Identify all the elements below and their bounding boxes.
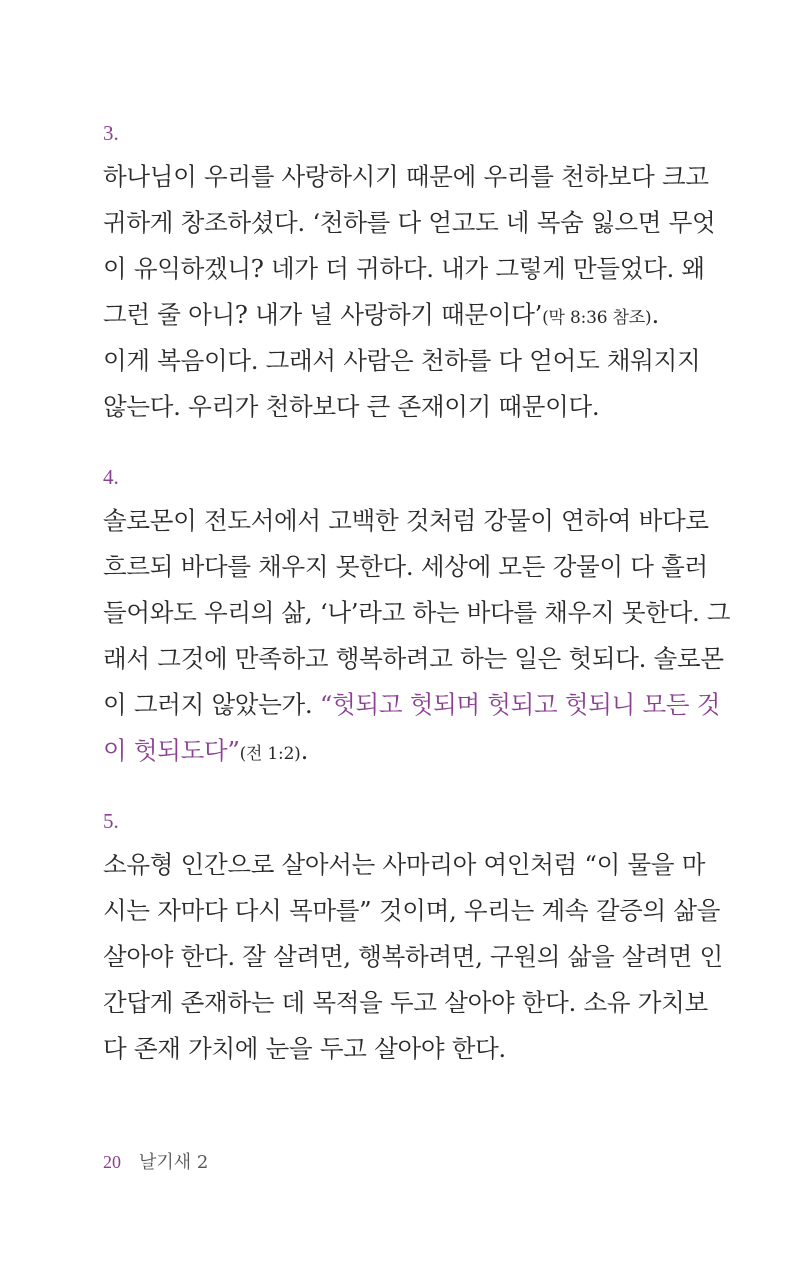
text-line: 이게 복음이다. 그래서 사람은 천하를 다 얻어도 채워지지 [103,346,701,375]
section-number: 3. [103,121,119,145]
section-3 [103,118,716,430]
text-line: 하나님이 우리를 사랑하시기 때문에 우리를 천하보다 크고 [103,162,709,191]
bible-reference: (전 1:2) [239,744,301,764]
section-5 [103,806,723,1072]
section-4 [103,462,731,774]
text-line: 귀하게 창조하셨다. ‘천하를 다 얻고도 네 목숨 잃으면 무엇 [103,208,716,237]
text-line: 이 그러지 않았는가. “헛되고 헛되며 헛되고 헛되니 모든 것 [103,690,721,719]
section-body [103,498,731,774]
section-body [103,154,716,430]
text-line: 살아야 한다. 잘 살려면, 행복하려면, 구원의 삶을 살려면 인 [103,942,723,971]
bible-reference: (막 8:36 참조) [542,308,652,328]
text-line: 래서 그것에 만족하고 행복하려고 하는 일은 헛되다. 솔로몬 [103,644,724,673]
section-number: 4. [103,465,119,489]
text-line: 간답게 존재하는 데 목적을 두고 살아야 한다. 소유 가치보 [103,988,708,1017]
section-body [103,842,723,1072]
book-title: 날기새 2 [139,1152,209,1173]
text-line: 시는 자마다 다시 목마를” 것이며, 우리는 계속 갈증의 삶을 [103,896,721,925]
text-line: 다 존재 가치에 눈을 두고 살아야 한다. [103,1034,506,1063]
text-line: 않는다. 우리가 천하보다 큰 존재이기 때문이다. [103,392,600,421]
text-line: 그런 줄 아니? 내가 널 사랑하기 때문이다’(막 8:36 참조). [103,300,659,329]
text-line: 소유형 인간으로 살아서는 사마리아 여인처럼 “이 물을 마 [103,850,706,879]
text-line: 들어와도 우리의 삶, ‘나’라고 하는 바다를 채우지 못한다. 그 [103,598,731,627]
scripture-quote: “헛되고 헛되며 헛되고 헛되니 모든 것 [319,690,721,719]
text-line: 솔로몬이 전도서에서 고백한 것처럼 강물이 연하여 바다로 [103,506,709,535]
page-number: 20 [103,1152,121,1172]
text-line: 이 헛되도다”(전 1:2). [103,736,309,765]
text-line: 흐르되 바다를 채우지 못한다. 세상에 모든 강물이 다 흘러 [103,552,708,581]
text-line: 이 유익하겠니? 네가 더 귀하다. 내가 그렇게 만들었다. 왜 [103,254,705,283]
section-number: 5. [103,809,119,833]
scripture-quote: 이 헛되도다” [103,736,240,765]
page-footer [103,1148,208,1176]
